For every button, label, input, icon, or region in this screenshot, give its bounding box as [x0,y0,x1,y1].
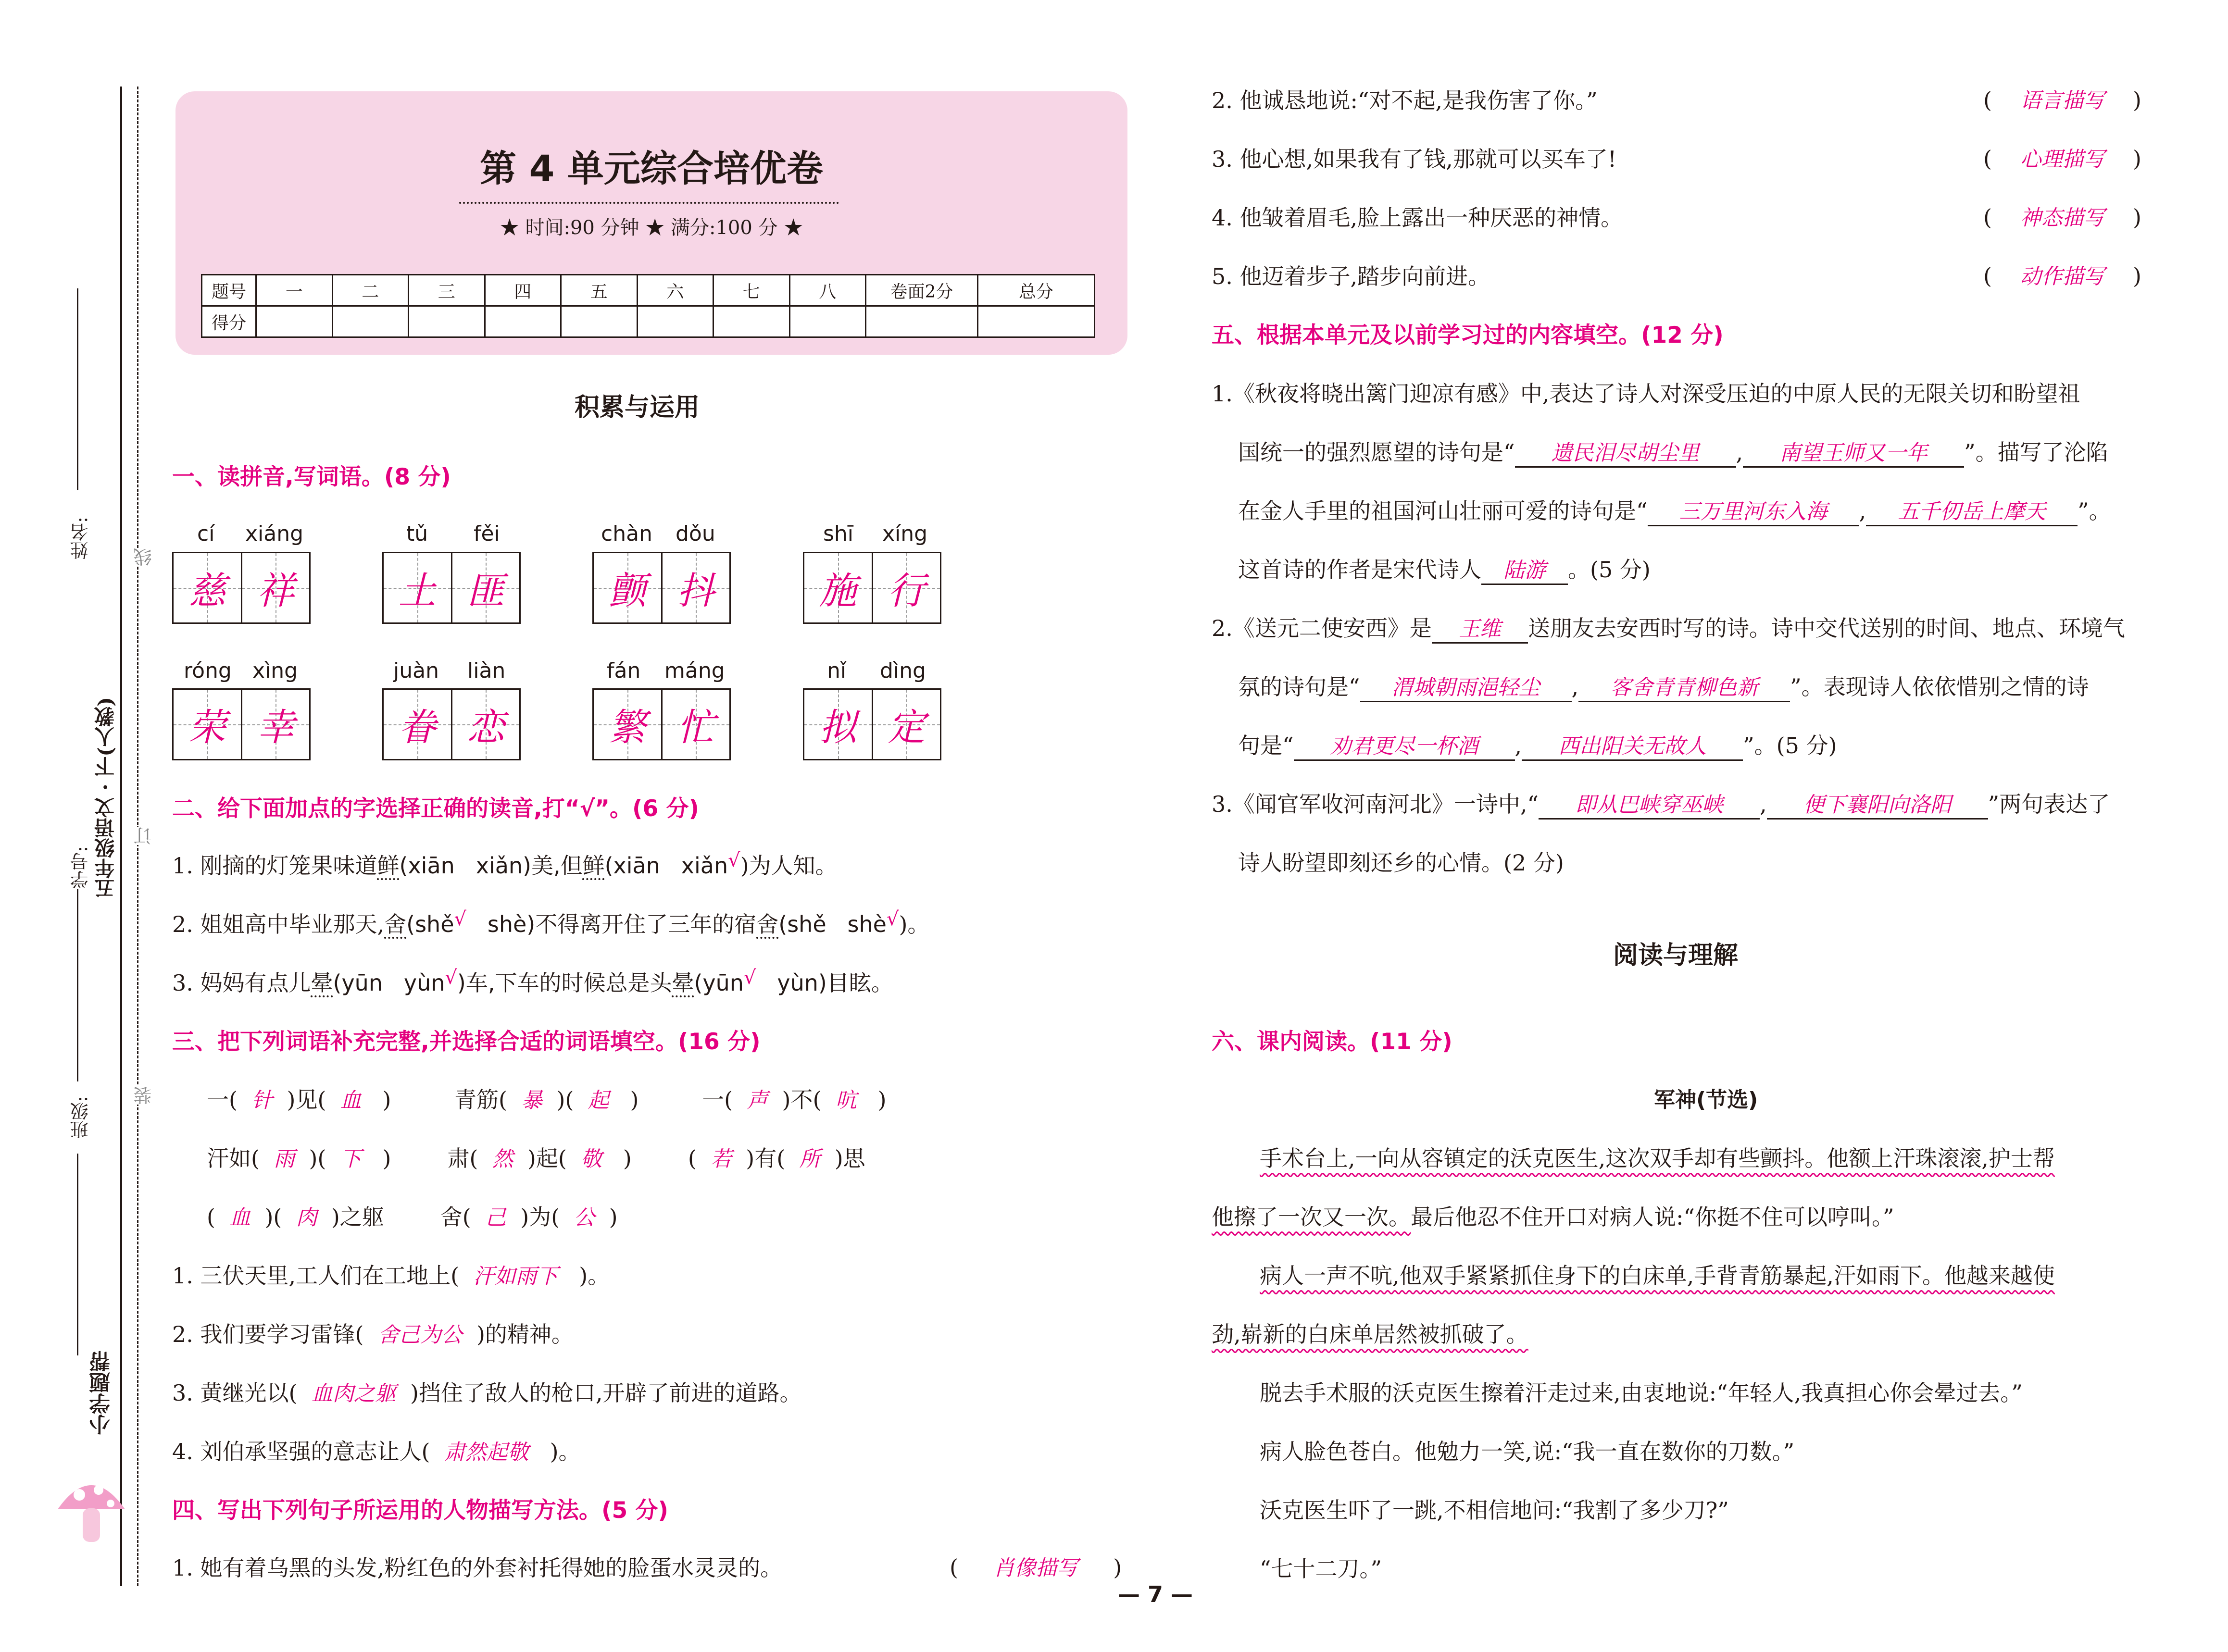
title-divider [459,202,839,204]
score-cell: 卷面2分 [866,275,978,306]
q6-title: 六、课内阅读。(11 分) [1212,1029,1452,1055]
pinyin: cí [197,522,215,546]
score-table [201,274,1095,338]
q3-sentence-4: 4. 刘伯承坚强的意志让人( 肃然起敬 )。 [172,1439,581,1465]
passage-p1-line-2: 他擦了一次又一次。最后他忍不住开口对病人说:“你挺不住可以哼叫。” [1212,1204,1894,1230]
passage-p2-line-1: 病人一声不吭,他双手紧紧抓住身下的白床单,手背青筋暴起,汗如雨下。他越来越使 [1260,1263,2055,1289]
q5-title: 五、根据本单元及以前学习过的内容填空。(12 分) [1212,322,1724,348]
score-cell: 五 [561,275,638,306]
score-cell: 得分 [202,306,256,337]
pinyin: chàn [601,522,652,546]
passage-p2-line-2: 劲,崭新的白床单居然被抓破了。 [1212,1321,1528,1347]
q1-title: 一、读拼音,写词语。(8 分) [172,464,451,490]
score-input-cell[interactable] [332,306,409,337]
score-cell: 二 [332,275,409,306]
cut-mark-line: 线 [131,548,157,566]
pinyin: máng [664,658,725,683]
pinyin: liàn [467,658,506,683]
check-mark-icon: √ [886,908,899,930]
pinyin: dǒu [676,522,715,546]
cut-mark-ding: 订 [131,827,157,845]
score-cell: 三 [409,275,485,306]
q4-title: 四、写出下列句子所运用的人物描写方法。(5 分) [172,1497,669,1524]
score-cell: 四 [485,275,561,306]
cut-mark-zhuang: 装 [131,1086,157,1105]
page-number: — 7 — [1118,1581,1193,1607]
pinyin: nǐ [827,658,847,683]
grid-cell: 定 [872,690,940,759]
score-cell: 八 [789,275,866,306]
tian-grid [803,688,941,760]
pinyin: tǔ [406,522,428,546]
binding-line-outer [120,87,122,1586]
score-cell: 一 [256,275,333,306]
passage-p4: 病人脸色苍白。他勉力一笑,说:“我一直在数你的刀数。” [1260,1439,1795,1465]
grid-cell: 施 [804,553,872,622]
q5-p2-line-2: 氛的诗句是“ 渭城朝雨浥轻尘 , 客舍青青柳色新 ”。表现诗人依依惜别之情的诗 [1238,670,2089,702]
score-cell: 七 [713,275,790,306]
pinyin: juàn [393,658,439,683]
q4-answer-3: ( 心理描写 ) [1983,146,2141,172]
grid-cell: 幸 [241,690,310,759]
q2-line-2: 2. 姐姐高中毕业那天,舍(shě√ shè)不得离开住了三年的宿舍(shě shè√)。 [172,908,930,937]
score-input-cell[interactable] [561,306,638,337]
q4-item-3: 3. 他心想,如果我有了钱,那就可以买车了! [1212,146,1617,172]
brand-logo-text: 小学题帮 [89,1351,114,1435]
q4-answer-1: ( 肖像描写 ) [950,1554,1122,1580]
q4-item-5: 5. 他迈着步子,踏步向前进。 [1212,263,1490,289]
exam-header [175,91,1127,355]
q3-sentence-2: 2. 我们要学习雷锋( 舍己为公 )的精神。 [172,1321,574,1347]
q3-row-1: 一( 针 )见( 血 ) 青筋( 暴 )( 起 ) 一( 声 )不( 吭 ) [207,1087,887,1113]
passage-title: 军神(节选) [1654,1088,1758,1112]
score-input-cell[interactable] [978,306,1095,337]
check-mark-icon: √ [445,967,457,989]
grid-cell: 颤 [594,553,661,622]
q3-sentence-3: 3. 黄继光以( 血肉之躯 )挡住了敌人的枪口,开辟了前进的道路。 [172,1380,802,1406]
class-blank [77,1154,78,1355]
tian-grid [172,552,311,624]
q4-answer-4: ( 神态描写 ) [1983,204,2141,230]
class-label: 班级: [70,1096,91,1139]
grid-cell: 慈 [174,553,241,622]
score-input-cell[interactable] [637,306,713,337]
q5-p3-line-2: 诗人盼望即刻还乡的心情。(2 分) [1238,850,1564,876]
score-cell: 题号 [202,275,256,306]
q3-title: 三、把下列词语补充完整,并选择合适的词语填空。(16 分) [172,1029,761,1055]
grid-cell: 土 [384,553,451,622]
q5-p1-line-1: 1.《秋夜将晓出篱门迎凉有感》中,表达了诗人对深受压迫的中原人民的无限关切和盼望祖 [1212,381,2080,407]
q3-row-2: 汗如( 雨 )( 下 ) 肃( 然 )起( 敬 ) ( 若 )有( 所 )思 [207,1145,865,1171]
grid-cell: 荣 [174,690,241,759]
tian-grid [382,552,521,624]
check-mark-icon: √ [454,908,467,930]
passage-p6: “七十二刀。” [1260,1556,1382,1582]
exam-title: 第 4 单元综合培优卷 [480,147,823,190]
tian-grid [592,552,731,624]
q5-p1-line-3: 在金人手里的祖国河山壮丽可爱的诗句是“ 三万里河东入海 , 五千仞岳上摩天 ”。 [1238,494,2111,526]
name-blank [77,288,78,490]
q3-row-3: ( 血 )( 肉 )之躯 舍( 己 )为( 公 ) [207,1204,618,1230]
grid-cell: 恋 [451,690,520,759]
score-input-cell[interactable] [485,306,561,337]
id-blank [77,889,78,1081]
passage-p5: 沃克医生吓了一跳,不相信地问:“我割了多少刀?” [1260,1497,1729,1523]
pinyin: xìng [252,658,298,683]
name-label: 姓名: [70,517,91,559]
grid-cell: 忙 [661,690,730,759]
score-table-score-row [202,306,1095,337]
pinyin: fěi [474,522,500,546]
score-cell: 六 [637,275,713,306]
grid-cell: 祥 [241,553,310,622]
pinyin: róng [184,658,232,683]
score-input-cell[interactable] [713,306,790,337]
q5-p1-line-2: 国统一的强烈愿望的诗句是“ 遗民泪尽胡尘里 , 南望王师又一年 ”。描写了沦陷 [1238,435,2108,468]
pinyin: xíng [882,522,928,546]
q2-title: 二、给下面加点的字选择正确的读音,打“√”。(6 分) [172,795,700,822]
grade-label: 五年级语文 · 下(人教) [94,697,117,899]
q5-p1-line-4: 这首诗的作者是宋代诗人 陆游 。(5 分) [1238,552,1651,585]
id-label: 学号: [70,846,91,889]
tian-grid [172,688,311,760]
q5-p2-line-3: 句是“ 劝君更尽一杯酒 , 西出阳关无故人 ”。(5 分) [1238,728,1837,761]
q5-p3-line-1: 3.《闻官军收河南河北》一诗中,“ 即从巴峡穿巫峡 , 便下襄阳向洛阳 ”两句表达了 [1212,787,2110,820]
grid-cell: 拟 [804,690,872,759]
pinyin: shī [823,522,854,546]
score-cell: 总分 [978,275,1095,306]
tian-grid [592,688,731,760]
check-mark-icon: √ [728,849,740,871]
pinyin: dìng [880,658,926,683]
tian-grid [803,552,941,624]
grid-cell: 眷 [384,690,451,759]
q4-item-2: 2. 他诚恳地说:“对不起,是我伤害了你。” [1212,87,1598,113]
q3-sentence-1: 1. 三伏天里,工人们在工地上( 汗如雨下 )。 [172,1263,610,1289]
score-input-cell[interactable] [789,306,866,337]
pinyin: fán [607,658,641,683]
q4-item-4: 4. 他皱着眉毛,脸上露出一种厌恶的神情。 [1212,205,1623,231]
check-mark-icon: √ [743,967,756,989]
grid-cell: 匪 [451,553,520,622]
section-a-title: 积累与运用 [575,393,700,422]
mushroom-logo-icon [53,1466,130,1548]
passage-p3: 脱去手术服的沃克医生擦着汗走过来,由衷地说:“年轻人,我真担心你会晕过去。” [1260,1380,2023,1406]
exam-subtitle: ★ 时间:90 分钟 ★ 满分:100 分 ★ [500,217,803,239]
q4-answer-5: ( 动作描写 ) [1983,263,2141,289]
score-input-cell[interactable] [256,306,333,337]
score-input-cell[interactable] [866,306,978,337]
q4-item-1: 1. 她有着乌黑的头发,粉红色的外套衬托得她的脸蛋水灵灵的。 [172,1555,783,1581]
grid-cell: 行 [872,553,940,622]
score-table-header-row [202,275,1095,306]
section-b-title: 阅读与理解 [1613,941,1739,970]
q2-line-3: 3. 妈妈有点儿晕(yūn yùn√)车,下车的时候总是头晕(yūn√ yùn)目眩。 [172,967,893,996]
q2-line-1: 1. 刚摘的灯笼果味道鲜(xiān xiǎn)美,但鲜(xiān xiǎn√)为人知。 [172,849,838,879]
tian-grid [382,688,521,760]
score-input-cell[interactable] [409,306,485,337]
pinyin: xiáng [245,522,304,546]
grid-cell: 繁 [594,690,661,759]
passage-p1-line-1: 手术台上,一向从容镇定的沃克医生,这次双手却有些颤抖。他额上汗珠滚滚,护士帮 [1260,1145,2055,1171]
q4-answer-2: ( 语言描写 ) [1983,87,2141,113]
grid-cell: 抖 [661,553,730,622]
q5-p2-line-1: 2.《送元二使安西》是 王维 送朋友去安西时写的诗。诗中交代送别的时间、地点、环境气 [1212,611,2125,644]
